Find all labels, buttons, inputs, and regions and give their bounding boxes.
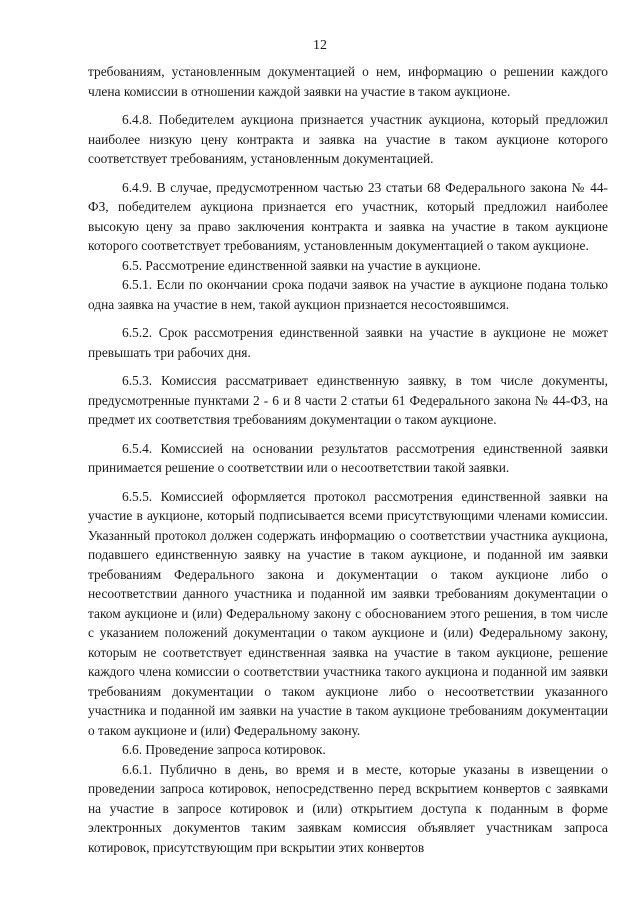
section-heading-6-6: 6.6. Проведение запроса котировок.	[122, 742, 326, 757]
paragraph-6-6-1: 6.6.1. Публично в день, во время и в месте, которые указаны в извещении о проведении запроса котировок, непосредственно перед вскрытием конвертов с заявками на участие в запросе котировок и (или) открытием доступа к поданным в форме электронных документов таким заявкам комиссия объявляет участникам запроса котировок, присутствующим при вскрытии этих конвертов	[88, 761, 608, 855]
document-body	[88, 62, 608, 857]
paragraph-6-5-3: 6.5.3. Комиссия рассматривает единственную заявку, в том числе документы, предусмотренные пунктами 2 - 6 и 8 части 2 статьи 61 Федерального закона № 44-ФЗ, на предмет их соответствия требованиям документации о таком аукционе.	[88, 373, 608, 427]
paragraph-6-5-2: 6.5.2. Срок рассмотрения единственной заявки на участие в аукционе не может превышать три рабочих дня.	[88, 325, 608, 360]
paragraph-6-4-9: 6.4.9. В случае, предусмотренном частью 23 статьи 68 Федерального закона № 44-ФЗ, победителем аукциона признается его участник, который предложил наиболее высокую цену за право заключения контракта и заявка на участие в таком аукционе которого соответствует требованиям, установленным документацией о таком аукционе.	[88, 179, 608, 253]
paragraph-continuation: требованиям, установленным документацией о нем, информацию о решении каждого члена комиссии в отношении каждой заявки на участие в таком аукционе.	[88, 64, 608, 99]
section-heading-6-5: 6.5. Рассмотрение единственной заявки на участие в аукционе.	[122, 257, 481, 273]
paragraph-6-5-4: 6.5.4. Комиссией на основании результатов рассмотрения единственной заявки принимается решение о соответствии или о несоответствии такой заявки.	[88, 440, 608, 475]
page-number: 12	[313, 38, 327, 53]
paragraph-6-5-1: 6.5.1. Если по окончании срока подачи заявок на участие в аукционе подана только одна заявка на участие в нем, такой аукцион признается несостоявшимся.	[88, 277, 608, 312]
paragraph-6-4-8: 6.4.8. Победителем аукциона признается участник аукциона, который предложил наиболее низкую цену контракта и заявка на участие в таком аукционе которого соответствует требованиям, установленным документацией.	[88, 112, 608, 166]
paragraph-6-5-5: 6.5.5. Комиссией оформляется протокол рассмотрения единственной заявки на участие в аукционе, который подписывается всеми присутствующими членами комиссии. Указанный протокол должен содержать информацию о соответствии участника аукциона, подавшего единственную заявку на участие в таком аукционе, и поданной им заявки требованиям Федерального закона и документации о таком аукционе либо о несоответствии данного участника и поданной им заявки требованиям документации о таком аукционе и (или) Федеральному закону с обоснованием этого решения, в том числе с указанием положений документации о таком аукционе и (или) Федеральному закону, которым не соответствует единственная заявка на участие в таком аукционе, решение каждого члена комиссии о соответствии участника такого аукциона и поданной им заявки требованиям документации о таком аукционе либо о несоответствии указанного участника и поданной им заявки на участие в таком аукционе требованиям документации о таком аукционе и (или) Федеральному закону.	[88, 488, 608, 738]
